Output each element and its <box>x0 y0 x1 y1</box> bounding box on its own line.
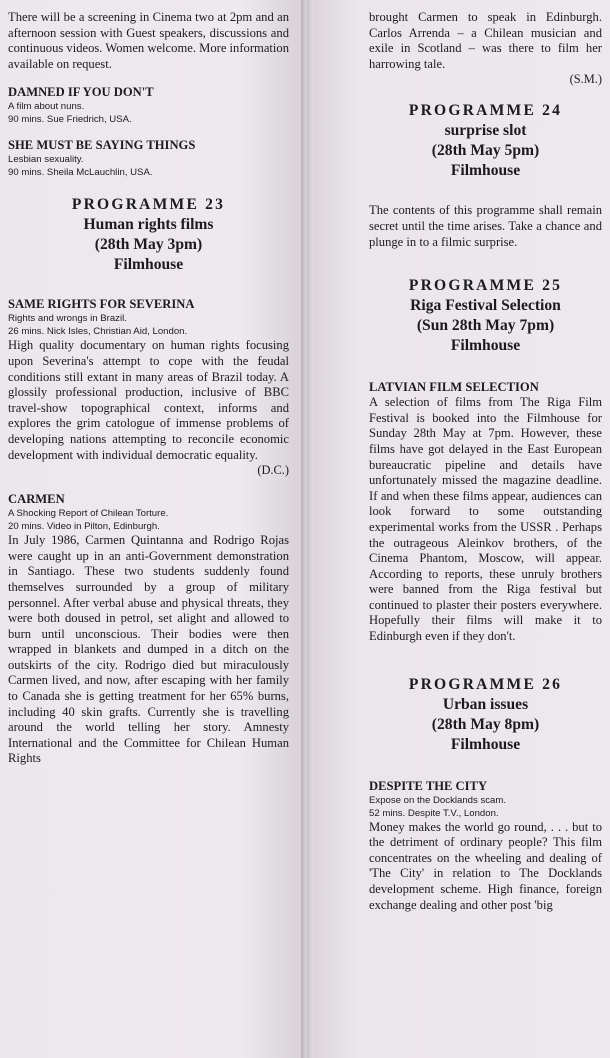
programme-theme: surprise slot <box>444 122 527 140</box>
film-description: A selection of films from The Riga Film Festival is booked into the Filmhouse for Sunday 28th May at 7pm. However, these films have got delayed in the East European bureaucratic pipeline and details have unfortunately missed the magazine deadline. If and when these films appear, audiences can look forward to some outstanding experimental works from the USSR . Perhaps the outrageous Aleinkov brothers, of the Cinema Phantom, Moscow, will appear. According to reports, these unruly brothers were banned from the Riga festival but continued to plaster their posters everywhere. Hopefully their films will make it to Edinburgh even if they don't. <box>369 395 602 644</box>
film-description: In July 1986, Carmen Quintanna and Rodrigo Rojas were caught up in an anti-Government demonstration in Santiago. These two students suddenly found themselves surrounded by a group of military personnel. After verbal abuse and physical threats, they were both doused in petrol, set alight and allowed to burn until unconscious. Their bodies were then wrapped in blankets and dumped in a ditch on the outskirts of the city. Rodrigo died but miraculously Carmen lived, and now, after escaping with her family to Canada she is getting treatment for her 65% burns, including 40 skin grafts. Currently she is travelling around the world telling her story. Amnesty International and the Committee for Chilean Human Rights <box>8 533 289 766</box>
programme-venue: Filmhouse <box>450 735 521 753</box>
programme-heading <box>369 101 602 181</box>
author-initials: (S.M.) <box>569 72 602 87</box>
film-tagline: Expose on the Docklands scam. <box>369 794 507 806</box>
programme-heading <box>369 276 602 356</box>
film-credits: 90 mins. Sue Friedrich, USA. <box>8 114 132 126</box>
programme-date: (Sun 28th May 7pm) <box>416 317 555 335</box>
film-tagline: Rights and wrongs in Brazil. <box>8 313 127 325</box>
film-title: DAMNED IF YOU DON'T <box>8 85 154 100</box>
author-initials: (D.C.) <box>257 463 289 478</box>
programme-date: (28th May 3pm) <box>94 236 203 254</box>
programme-venue: Filmhouse <box>450 337 521 355</box>
film-title: SHE MUST BE SAYING THINGS <box>8 138 196 153</box>
programme-number: PROGRAMME 24 <box>408 102 563 120</box>
film-credits: 90 mins. Sheila McLauchlin, USA. <box>8 167 153 179</box>
page-gutter <box>301 0 313 1058</box>
intro-paragraph: There will be a screening in Cinema two at 2pm and an afternoon session with Guest speakers, discussions and continuous videos. Women welcome. More information available on request. <box>8 10 290 71</box>
programme-heading <box>369 675 602 755</box>
film-tagline: Lesbian sexuality. <box>8 154 84 166</box>
film-credits: 26 mins. Nick Isles, Christian Aid, London. <box>8 326 188 338</box>
programme-date: (28th May 8pm) <box>431 715 540 733</box>
film-credits: 20 mins. Video in Pilton, Edinburgh. <box>8 521 160 533</box>
film-title: CARMEN <box>8 492 65 507</box>
film-title: LATVIAN FILM SELECTION <box>369 380 539 395</box>
film-description: Money makes the world go round, . . . but to the detriment of ordinary people? This film concentrates on the wheeling and dealing of 'The City' in relation to The Docklands development scheme. High finance, foreign exchange dealing and other post 'big <box>369 819 602 912</box>
programme-date: (28th May 5pm) <box>431 142 540 160</box>
programme-theme: Urban issues <box>442 695 529 713</box>
film-title: SAME RIGHTS FOR SEVERINA <box>8 297 195 312</box>
programme-number: PROGRAMME 23 <box>71 196 226 214</box>
film-credits: 52 mins. Despite T.V., London. <box>369 807 499 819</box>
right-page <box>313 0 610 1058</box>
programme-theme: Human rights films <box>83 216 214 234</box>
programme-venue: Filmhouse <box>450 162 521 180</box>
film-tagline: A Shocking Report of Chilean Torture. <box>8 508 169 520</box>
programme-venue: Filmhouse <box>113 256 184 274</box>
continued-paragraph: brought Carmen to speak in Edinburgh. Carlos Arrenda – a Chilean musician and exile in Scotland – was there to film her harrowing tale. <box>369 10 602 71</box>
programme-number: PROGRAMME 25 <box>408 277 563 295</box>
programme-description: The contents of this programme shall remain secret until the time arises. Take a chance and plunge in to a filmic surprise. <box>369 203 602 249</box>
film-tagline: A film about nuns. <box>8 101 85 113</box>
programme-theme: Riga Festival Selection <box>410 297 561 315</box>
left-page <box>0 0 301 1058</box>
film-description: High quality documentary on human rights focusing upon Severina's attempt to cope with the feudal conditions still extant in many areas of Brazil today. A glossily professional production, inclusive of BBC travel-show topographical context, informs and explores the grim catologue of immense problems of developing nations attempting to reconcile economic development with individual democratic equality. <box>8 338 289 462</box>
programme-heading <box>8 195 289 275</box>
film-title: DESPITE THE CITY <box>369 778 488 793</box>
programme-number: PROGRAMME 26 <box>408 675 563 693</box>
